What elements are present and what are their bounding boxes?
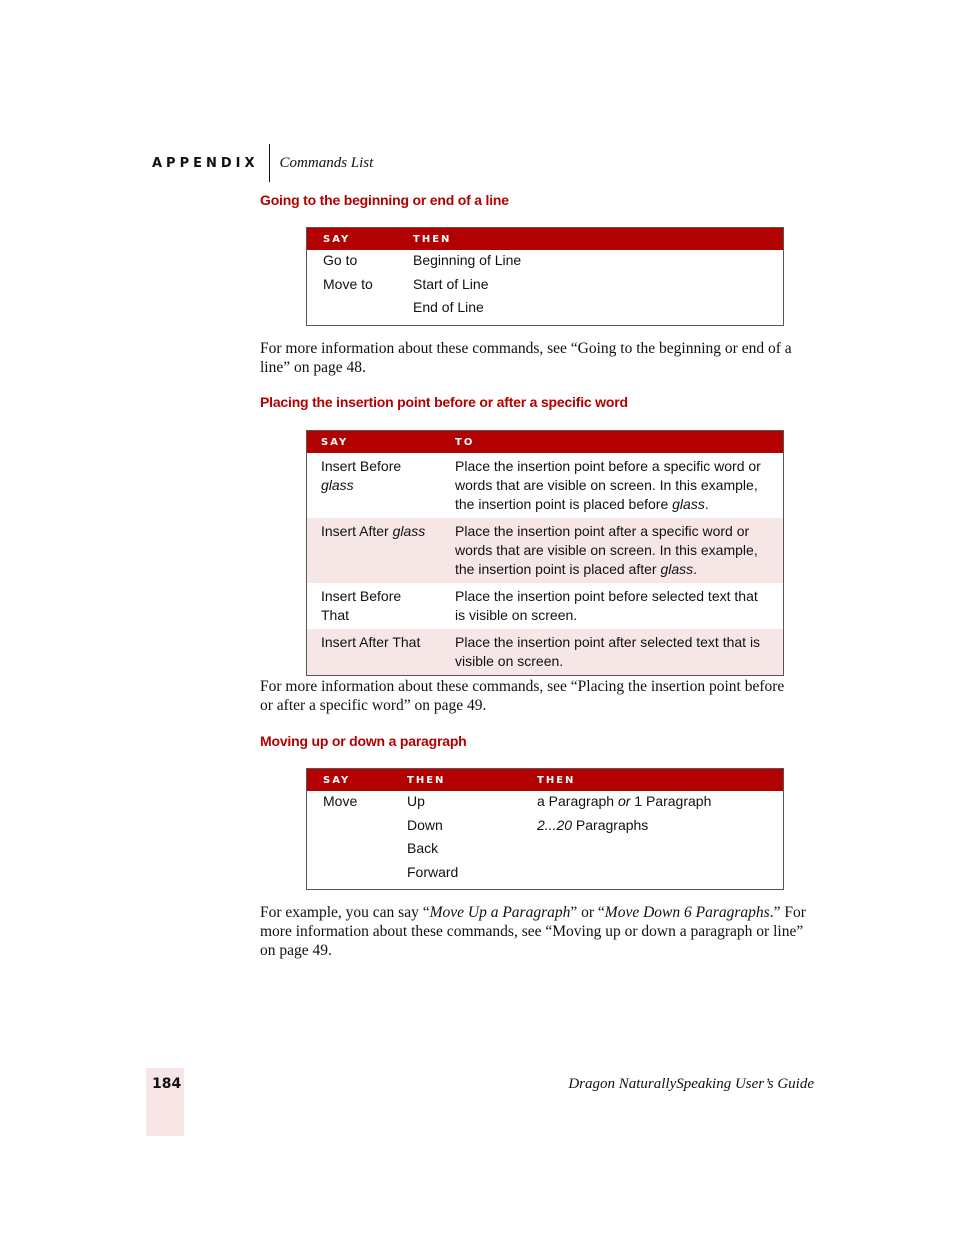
to-cell: Place the insertion point after selected text that is visible on screen. — [439, 629, 784, 676]
say-option: Go to — [323, 252, 358, 268]
table-row — [307, 518, 784, 583]
info-paragraph-insertion: For more information about these commands, see “Placing the insertion point before or after a specific word” on page 49. — [260, 678, 785, 714]
table-header-row — [307, 228, 784, 251]
header-then-2: THEN — [521, 769, 784, 792]
table-row — [307, 250, 784, 325]
to-cell: Place the insertion point after a specific word or words that are visible on screen. In this example, the insertion point is placed after glass. — [439, 518, 784, 583]
say-cell — [307, 250, 398, 325]
then-option: 2...20 Paragraphs — [537, 816, 649, 833]
say-cell — [307, 791, 392, 890]
table-header-row — [307, 769, 784, 792]
section-heading-paragraph: Moving up or down a paragraph — [260, 733, 467, 749]
section-heading-insertion: Placing the insertion point before or after a specific word — [260, 394, 628, 410]
header-to: TO — [439, 431, 784, 454]
say-cell: Insert After That — [307, 629, 440, 676]
book-title: Dragon NaturallySpeaking User’s Guide — [568, 1076, 814, 1092]
then-option: Down — [407, 816, 443, 833]
to-cell: Place the insertion point before a specific word or words that are visible on screen. In this example, the insertion point is placed before glass. — [455, 458, 761, 512]
then-option: Back — [407, 840, 439, 856]
say-cell: Insert After glass — [307, 518, 440, 583]
to-cell: Place the insertion point before selected text that is visible on screen. — [455, 588, 758, 623]
header-say: SAY — [307, 228, 398, 251]
commands-table-line — [306, 227, 784, 326]
header-say: SAY — [307, 431, 440, 454]
then-option: Up — [407, 793, 425, 809]
commands-table-insertion — [306, 430, 784, 676]
then-option: a Paragraph or 1 Paragraph — [537, 793, 712, 809]
table-row — [307, 583, 784, 629]
then-option: Beginning of Line — [413, 252, 522, 268]
running-head-divider — [269, 144, 270, 182]
header-say: SAY — [307, 769, 392, 792]
table-header-row — [307, 431, 784, 454]
table-row — [307, 791, 784, 890]
commands-table-paragraph — [306, 768, 784, 890]
then-option: Start of Line — [413, 275, 489, 292]
page-number: 184 — [152, 1076, 182, 1092]
then-cell-2 — [521, 791, 784, 890]
then-option: Forward — [407, 863, 459, 880]
table-row — [307, 453, 784, 518]
say-cell: Insert Before That — [321, 588, 402, 623]
running-head-title: Commands List — [279, 154, 374, 171]
say-cell: Insert Before glass — [321, 458, 402, 493]
running-head — [152, 148, 373, 178]
then-cell — [391, 791, 521, 890]
header-then: THEN — [391, 769, 521, 792]
table-row — [307, 629, 784, 676]
section-heading-line: Going to the beginning or end of a line — [260, 192, 509, 208]
say-option: Move to — [323, 275, 373, 292]
info-paragraph-paragraph: For example, you can say “Move Up a Paragraph” or “Move Down 6 Paragraphs.” For more information about these commands, see “Moving up or down a paragraph or line” on page 49. — [260, 904, 806, 959]
say-option: Move — [323, 793, 358, 809]
then-cell — [397, 250, 784, 325]
info-paragraph-line: For more information about these commands, see “Going to the beginning or end of a line” on page 48. — [260, 340, 792, 376]
appendix-label: APPENDIX — [152, 155, 259, 171]
then-option: End of Line — [413, 299, 484, 315]
header-then: THEN — [397, 228, 784, 251]
